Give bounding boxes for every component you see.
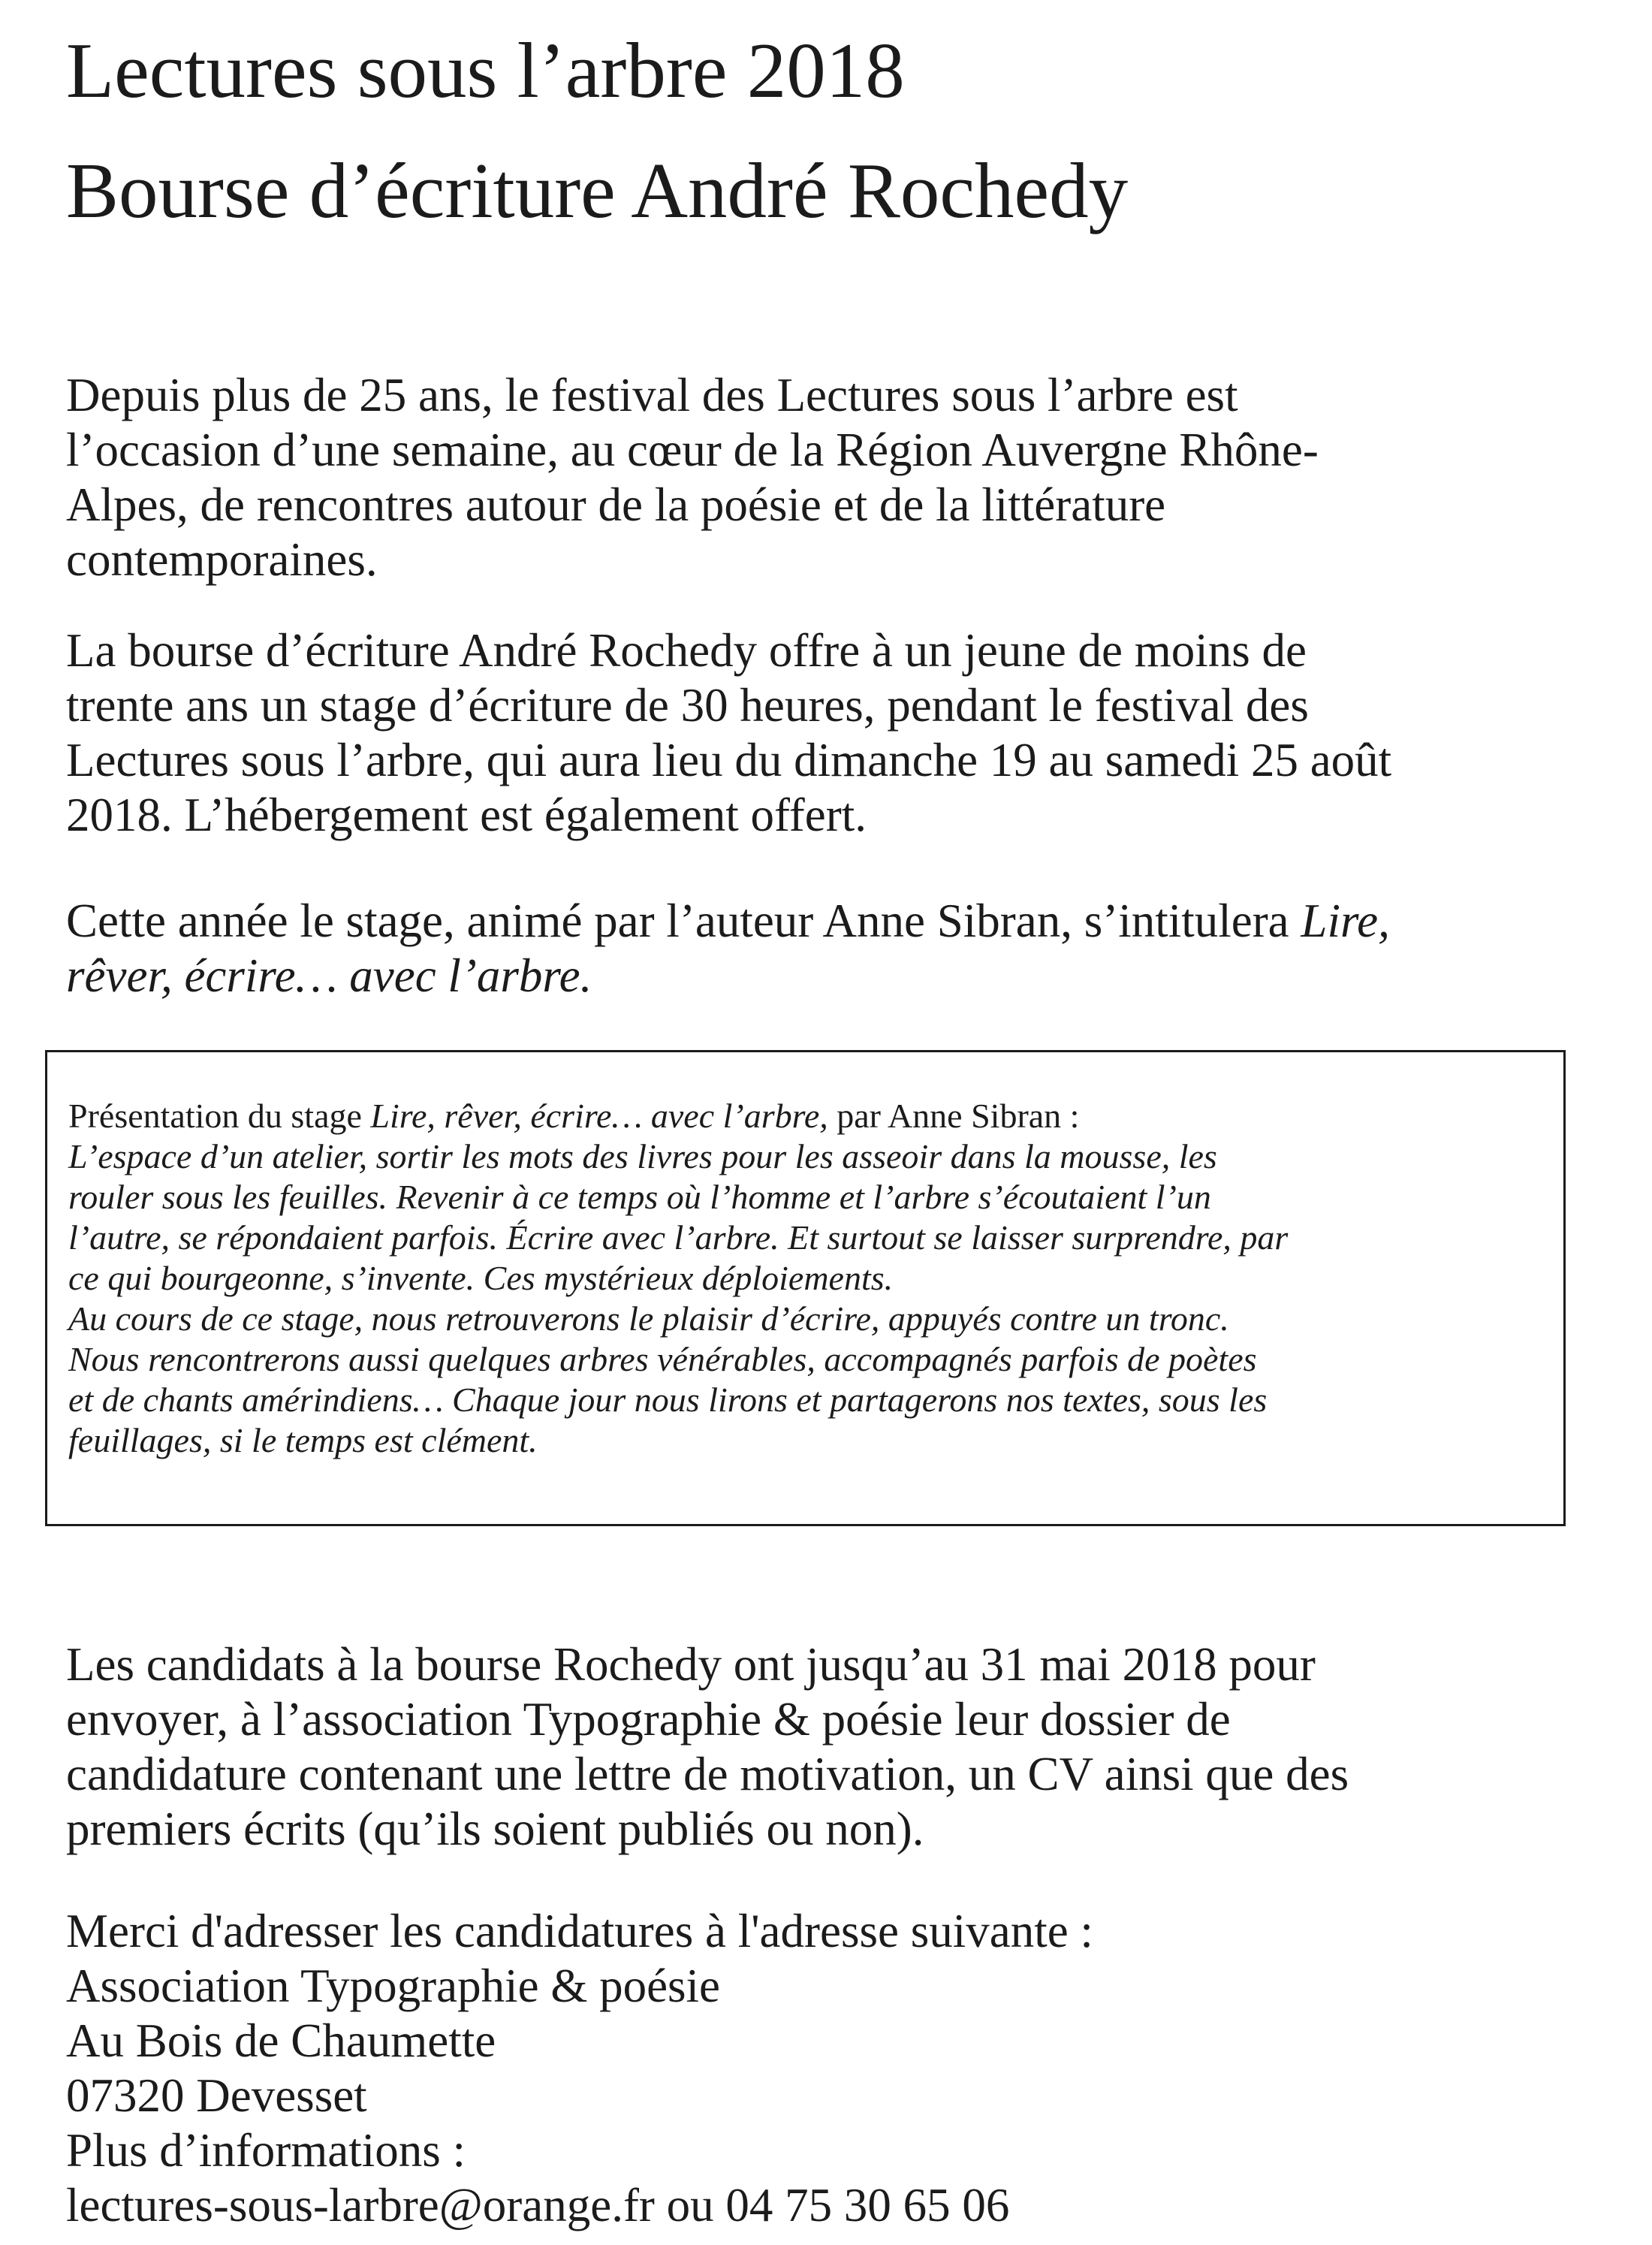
- text-line: [68, 1218, 1545, 1258]
- text-segment: par Anne Sibran :: [828, 1097, 1080, 1135]
- text-line: [68, 1339, 1545, 1380]
- page-title-line2: Bourse d’écriture André Rochedy: [66, 146, 1129, 234]
- text-line: [66, 788, 1545, 843]
- text-segment: rêver, écrire… avec l’arbre.: [66, 949, 592, 1002]
- text-line: [66, 623, 1545, 678]
- text-line: [66, 1904, 1545, 1959]
- text-line: [66, 1637, 1545, 1692]
- paragraph-stage-title: [66, 894, 1545, 1003]
- text-line: [66, 478, 1545, 533]
- text-line: [66, 2014, 1545, 2068]
- text-segment: Les candidats à la bourse Rochedy ont jusqu’au 31 mai 2018 pour: [66, 1638, 1316, 1691]
- text-segment: Cette année le stage, animé par l’auteur Anne Sibran, s’intitulera: [66, 895, 1301, 947]
- text-line: [66, 678, 1545, 733]
- text-segment: Présentation du stage: [68, 1097, 371, 1135]
- text-segment: Plus d’informations :: [66, 2124, 466, 2177]
- text-line: [66, 2178, 1545, 2233]
- text-segment: La bourse d’écriture André Rochedy offre à un jeune de moins de: [66, 624, 1307, 677]
- text-segment: lectures-sous-larbre@orange.fr ou 04 75 30 65 06: [66, 2179, 1010, 2231]
- text-segment: envoyer, à l’association Typographie & poésie leur dossier de: [66, 1693, 1231, 1746]
- text-line: [66, 423, 1545, 478]
- text-line: [68, 1258, 1545, 1299]
- address-block: [66, 1904, 1545, 2233]
- text-line: [66, 533, 1545, 587]
- text-line: [68, 1136, 1545, 1177]
- text-segment: Lectures sous l’arbre, qui aura lieu du dimanche 19 au samedi 25 août: [66, 734, 1392, 786]
- text-segment: Au cours de ce stage, nous retrouverons le plaisir d’écrire, appuyés contre un tronc.: [68, 1299, 1229, 1338]
- text-segment: feuillages, si le temps est clément.: [68, 1421, 538, 1459]
- text-line: [66, 368, 1545, 423]
- text-line: [68, 1177, 1545, 1218]
- text-line: [66, 894, 1545, 949]
- paragraph-bourse-description: [66, 623, 1545, 843]
- text-line: [66, 1692, 1545, 1747]
- document-titles: [66, 11, 1545, 251]
- text-segment: l’occasion d’une semaine, au cœur de la Région Auvergne Rhône-: [66, 424, 1319, 476]
- text-segment: trente ans un stage d’écriture de 30 heures, pendant le festival des: [66, 679, 1309, 732]
- text-line: [68, 1380, 1545, 1420]
- text-line: [66, 1747, 1545, 1802]
- text-line: [66, 733, 1545, 788]
- text-line: [66, 1959, 1545, 2014]
- text-segment: ce qui bourgeonne, s’invente. Ces mystérieux déploiements.: [68, 1259, 894, 1297]
- text-line: [68, 1299, 1545, 1339]
- text-segment: Lire, rêver, écrire… avec l’arbre,: [370, 1097, 828, 1135]
- text-segment: 07320 Devesset: [66, 2069, 367, 2122]
- page-title-line1: Lectures sous l’arbre 2018: [66, 26, 905, 114]
- text-line: [66, 2068, 1545, 2123]
- stage-presentation-box: [45, 1050, 1566, 1526]
- text-segment: candidature contenant une lettre de motivation, un CV ainsi que des: [66, 1748, 1349, 1800]
- paragraph-festival-intro: [66, 368, 1545, 587]
- text-line: [66, 1802, 1545, 1857]
- text-segment: Alpes, de rencontres autour de la poésie et de la littérature: [66, 478, 1166, 531]
- paragraph-candidature: [66, 1637, 1545, 1857]
- text-segment: 2018. L’hébergement est également offert.: [66, 789, 867, 841]
- text-segment: premiers écrits (qu’ils soient publiés ou non).: [66, 1803, 924, 1855]
- stage-presentation-text: [68, 1096, 1545, 1461]
- text-segment: contemporaines.: [66, 533, 378, 586]
- text-line: [66, 2123, 1545, 2178]
- text-line: [68, 1096, 1545, 1136]
- document-content: [66, 0, 1545, 2233]
- text-segment: Depuis plus de 25 ans, le festival des Lectures sous l’arbre est: [66, 369, 1238, 421]
- text-segment: Merci d'adresser les candidatures à l'adresse suivante :: [66, 1905, 1093, 1957]
- text-line: [68, 1420, 1545, 1461]
- text-segment: Association Typographie & poésie: [66, 1960, 721, 2012]
- text-segment: L’espace d’un atelier, sortir les mots des livres pour les asseoir dans la mousse, les: [68, 1137, 1217, 1175]
- text-line: [66, 949, 1545, 1003]
- text-segment: Lire,: [1301, 895, 1390, 947]
- text-segment: et de chants amérindiens… Chaque jour nous lirons et partagerons nos textes, sous les: [68, 1380, 1268, 1419]
- text-segment: Nous rencontrerons aussi quelques arbres vénérables, accompagnés parfois de poètes: [68, 1340, 1257, 1378]
- text-segment: Au Bois de Chaumette: [66, 2014, 496, 2067]
- text-segment: l’autre, se répondaient parfois. Écrire avec l’arbre. Et surtout se laisser surprendre, par: [68, 1218, 1289, 1257]
- text-segment: rouler sous les feuilles. Revenir à ce temps où l’homme et l’arbre s’écoutaient l’un: [68, 1178, 1211, 1216]
